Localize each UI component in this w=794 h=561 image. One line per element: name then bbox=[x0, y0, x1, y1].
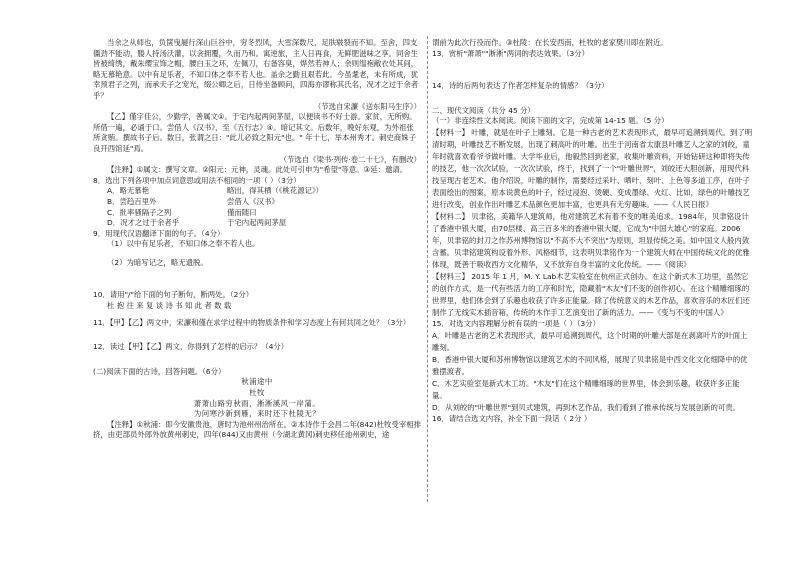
question-9: 9．用现代汉语翻译下面的句子。（4分） bbox=[93, 228, 225, 238]
question-15: 15．对选文内容理解分析有误的一项是（ ）（3分） bbox=[432, 318, 600, 328]
note-2-continued: 谓前为此次行役而作。③杜陵：在长安西南，杜牧的老家樊川即在附近。 bbox=[432, 38, 668, 47]
q15-option-d: D．从刘皎的"叶雕世界"到贝式建筑，再到木艺作品，我们看到了推承传统与发展创新的可贵。 bbox=[432, 402, 741, 412]
q8-option-b bbox=[93, 197, 421, 208]
q8-option-c-left: C．批率骚隔子之列 bbox=[107, 207, 172, 217]
source-a: （节选自宋濂《送东阳马生序》） bbox=[313, 101, 421, 111]
column-divider bbox=[427, 36, 428, 502]
question-9-2: （2）为暗写记之，略无遗脱。 bbox=[107, 257, 208, 267]
q8-option-a bbox=[93, 186, 421, 197]
q8-option-c-right: 僅而随曰 bbox=[227, 207, 257, 217]
q8-option-d bbox=[93, 218, 421, 229]
question-13: 13．赏析"萧萧""淅淅"两词的表达效果。（3分） bbox=[432, 48, 590, 58]
q15-option-c: C．木艺实验室是新式木工坊。"木友"们在这个精雕细琢的世界里，体会到乐趣，收获许多正能量。 bbox=[432, 378, 740, 400]
poem-author: 杜牧 bbox=[249, 388, 265, 398]
q8-option-a-right: 略出，得其栖（《桃花源记》） bbox=[227, 186, 324, 196]
source-b: （节选自《梁书·列传·卷二十七》，有删改） bbox=[279, 154, 421, 164]
left-column bbox=[93, 38, 421, 441]
question-10: 10．请用"/"给下面的句子断句，断两处。（2分） bbox=[93, 290, 254, 300]
section-2-heading: (二)阅读下面的古诗，回答问题。（6分） bbox=[93, 366, 226, 376]
passage-b: 【乙】僅字佳公，少勤学，善属文①。于宅内起两间茅屋，以便读书不好士游。家贫，无所购。所借一遍，必诵于口。尝借人《汉书》，至《五行志》④。暗记其文。后数年，晚好东观，为外祖张所贪贿。撰故书子后。数日，张谓之日："此儿必致之阳元"也。" 年十七，举本州秀才。刺史商姝子良开西馆延"焉。 bbox=[93, 112, 417, 153]
q8-option-b-right: 尝借人《汉书》 bbox=[227, 196, 279, 206]
note-1: 【注释】①属文：撰写文章。②阳元：元神，灵魂。此处可引申为"希望"等意。③延：邀请。 bbox=[107, 165, 408, 175]
passage-a: 当余之从师也，负箧曳屣行深山巨谷中，穷冬烈风，大雪深数尺，足肤皲裂而不知。至舍，四支僵劲不能动，媵人持汤沃灌，以衾拥覆，久而乃和。寓逆旅，主人日再食，无鲜肥滋味之享。同舍生皆被绮绣，戴朱缨宝饰之帽，腰白玉之环，左佩刀，右备容臭，烨然若神人；余则缊袍敝衣处其间，略无慕艳意。以中有足乐者，不知口体之奉不若人也。盖余之勤且艰若此。今虽耄老，未有所成，犹幸预君子之列，而承天子之宠光，缀公卿之后，日侍坐备顾问，四海亦谬称其氏名，况才之过于余者乎？ bbox=[93, 38, 419, 100]
q8-option-d-right: 于宅内起两间茅屋 bbox=[227, 218, 287, 228]
question-14: 14．诗的后两句表达了作者怎样复杂的情感？（3分） bbox=[432, 81, 609, 91]
question-11: 11．【甲】【乙】两文中，宋濂和僅在求学过程中的物质条件和学习态度上有何共同之处？（3分） bbox=[93, 317, 411, 327]
poem-title: 秋浦途中 bbox=[241, 377, 273, 387]
q8-option-c bbox=[93, 208, 421, 219]
material-2: 【材料二】 贝聿铭，美籍华人建筑师，他对建筑艺术有着不变的唯美追求。1984年，贝聿铭设计了香港中银大厦，由70层楼、高三百多米的香港中银大厦，它成为"中国大雄心"的家庭。2006 年，贝聿铭的封刀之作苏州博物馆以"不高不大不突出"为原则，坦显传统之美。如中国文人般内敛含蓄。贝聿铭建筑构设着外形、风格细节，这表明贝聿铭作为一个建筑大师在中国传统文化的优雅体现，既善于吸收西方文化精华，又不放弃自身丰富的文化传统。——《阅读》 bbox=[432, 211, 750, 269]
q15-option-a: A．叶雕是古老的艺术表现形式，最早可追溯到周代，这个时期的叶雕大部是在剥离叶片的叶面上雕刻。 bbox=[432, 330, 748, 352]
question-10-text: 杜 抱 往 来 复 谈 诗 书 知 此 者 数 载 bbox=[107, 301, 232, 311]
q8-option-b-left: B．尝趋百里外 bbox=[107, 196, 157, 206]
question-8: 8．选出下列各项中加点词意思或用法不相同的一项（ ）（3分） bbox=[93, 175, 301, 185]
q8-option-d-left: D．况才之过于余者乎 bbox=[107, 218, 180, 228]
material-1: 【材料一】 叶雕，就是在叶子上雕刻。它是一种古老的艺术表现形式，最早可追溯到周代。到了明清时期，叶雕技艺不断发展，出现了刺高叶的叶雕。出生于河南省太康县叶雕艺人之家的刘皎，童年时就喜欢看爷爷做叶雕。大学毕业后，他毅然回到老家，收集叶雕资料，开始钻研这种即将失传的技艺，他一次次试验，一次次试验，终于，找到了一个"叶雕世界"，刘皎还大胆创新，用现代科技呈现古老艺术。他介绍说，叶雕的制作，需要经过采叶、晒叶、刻叶、上色等多道工序，在叶子表面绘出的图案，原本说黄色的叶子，经过浸泡、烫硬、变成墨绿、火红、比如，绿色的叶雕技艺进行改变，创业作出叶雕艺术品颜色更加丰富，也更具有无穷趣味。——《人民日报》 bbox=[432, 127, 753, 209]
poem-line-1: 萧萧山路穷秋雨，淅淅溪风一岸蒲。 bbox=[193, 398, 321, 408]
material-3: 【材料三】 2015 年 1 月，M. Y. Lab木艺实验室在杭州正式创办。在这个新式木工坊里，虽然它的创作方式，是一代有些活力的工序和时光，隐藏着"木友"们不变的创作初心。在这个精雕细琢的世界里，他们体会到了乐趣也收获了许多正能量。除了传统意义的木艺作品，喜欢音乐的木匠们还制作了无线实木插音箱，传统的木作手工艺演变出了新的活力。——《变与不变的中国人》 bbox=[432, 271, 750, 317]
q8-option-a-left: A．略无慕艳 bbox=[107, 186, 150, 196]
q15-option-b: B．香港中银大厦和苏州博物馆以建筑艺术的不同风格，展现了贝聿铭是中西文化文化细降中的优雅摆渡者。 bbox=[432, 354, 748, 376]
question-9-1: （1）以中有足乐者，不知口体之奉不若人也。 bbox=[107, 239, 260, 249]
right-column bbox=[432, 38, 754, 424]
section-modern-heading: 二、现代文阅读（共分 45 分） bbox=[432, 105, 535, 115]
question-12: 12．读过【甲】【乙】两文，你得到了怎样的启示？（4分） bbox=[93, 342, 289, 352]
poem-line-2: 为问寒沙新到雁，来时还下杜陵无？ bbox=[193, 409, 321, 419]
subsection-1-heading: （一）非连续性文本阅读。阅读下面的文字，完成第 14-15 题。（5 分） bbox=[432, 116, 669, 126]
question-16: 16．请结合选文内容，补全下面一段话（ 2分 ） bbox=[432, 413, 592, 423]
note-2: 【注释】①秋浦：即今安徽贵池，唐时为池州州治所在。②本诗作于会昌二年(842)杜牧受宰相排挤，由吏部员外郎外放黄州刺史，四年(844)又由黄州（今湖北黄冈)刺史移任池州刺史，途 bbox=[93, 419, 421, 440]
